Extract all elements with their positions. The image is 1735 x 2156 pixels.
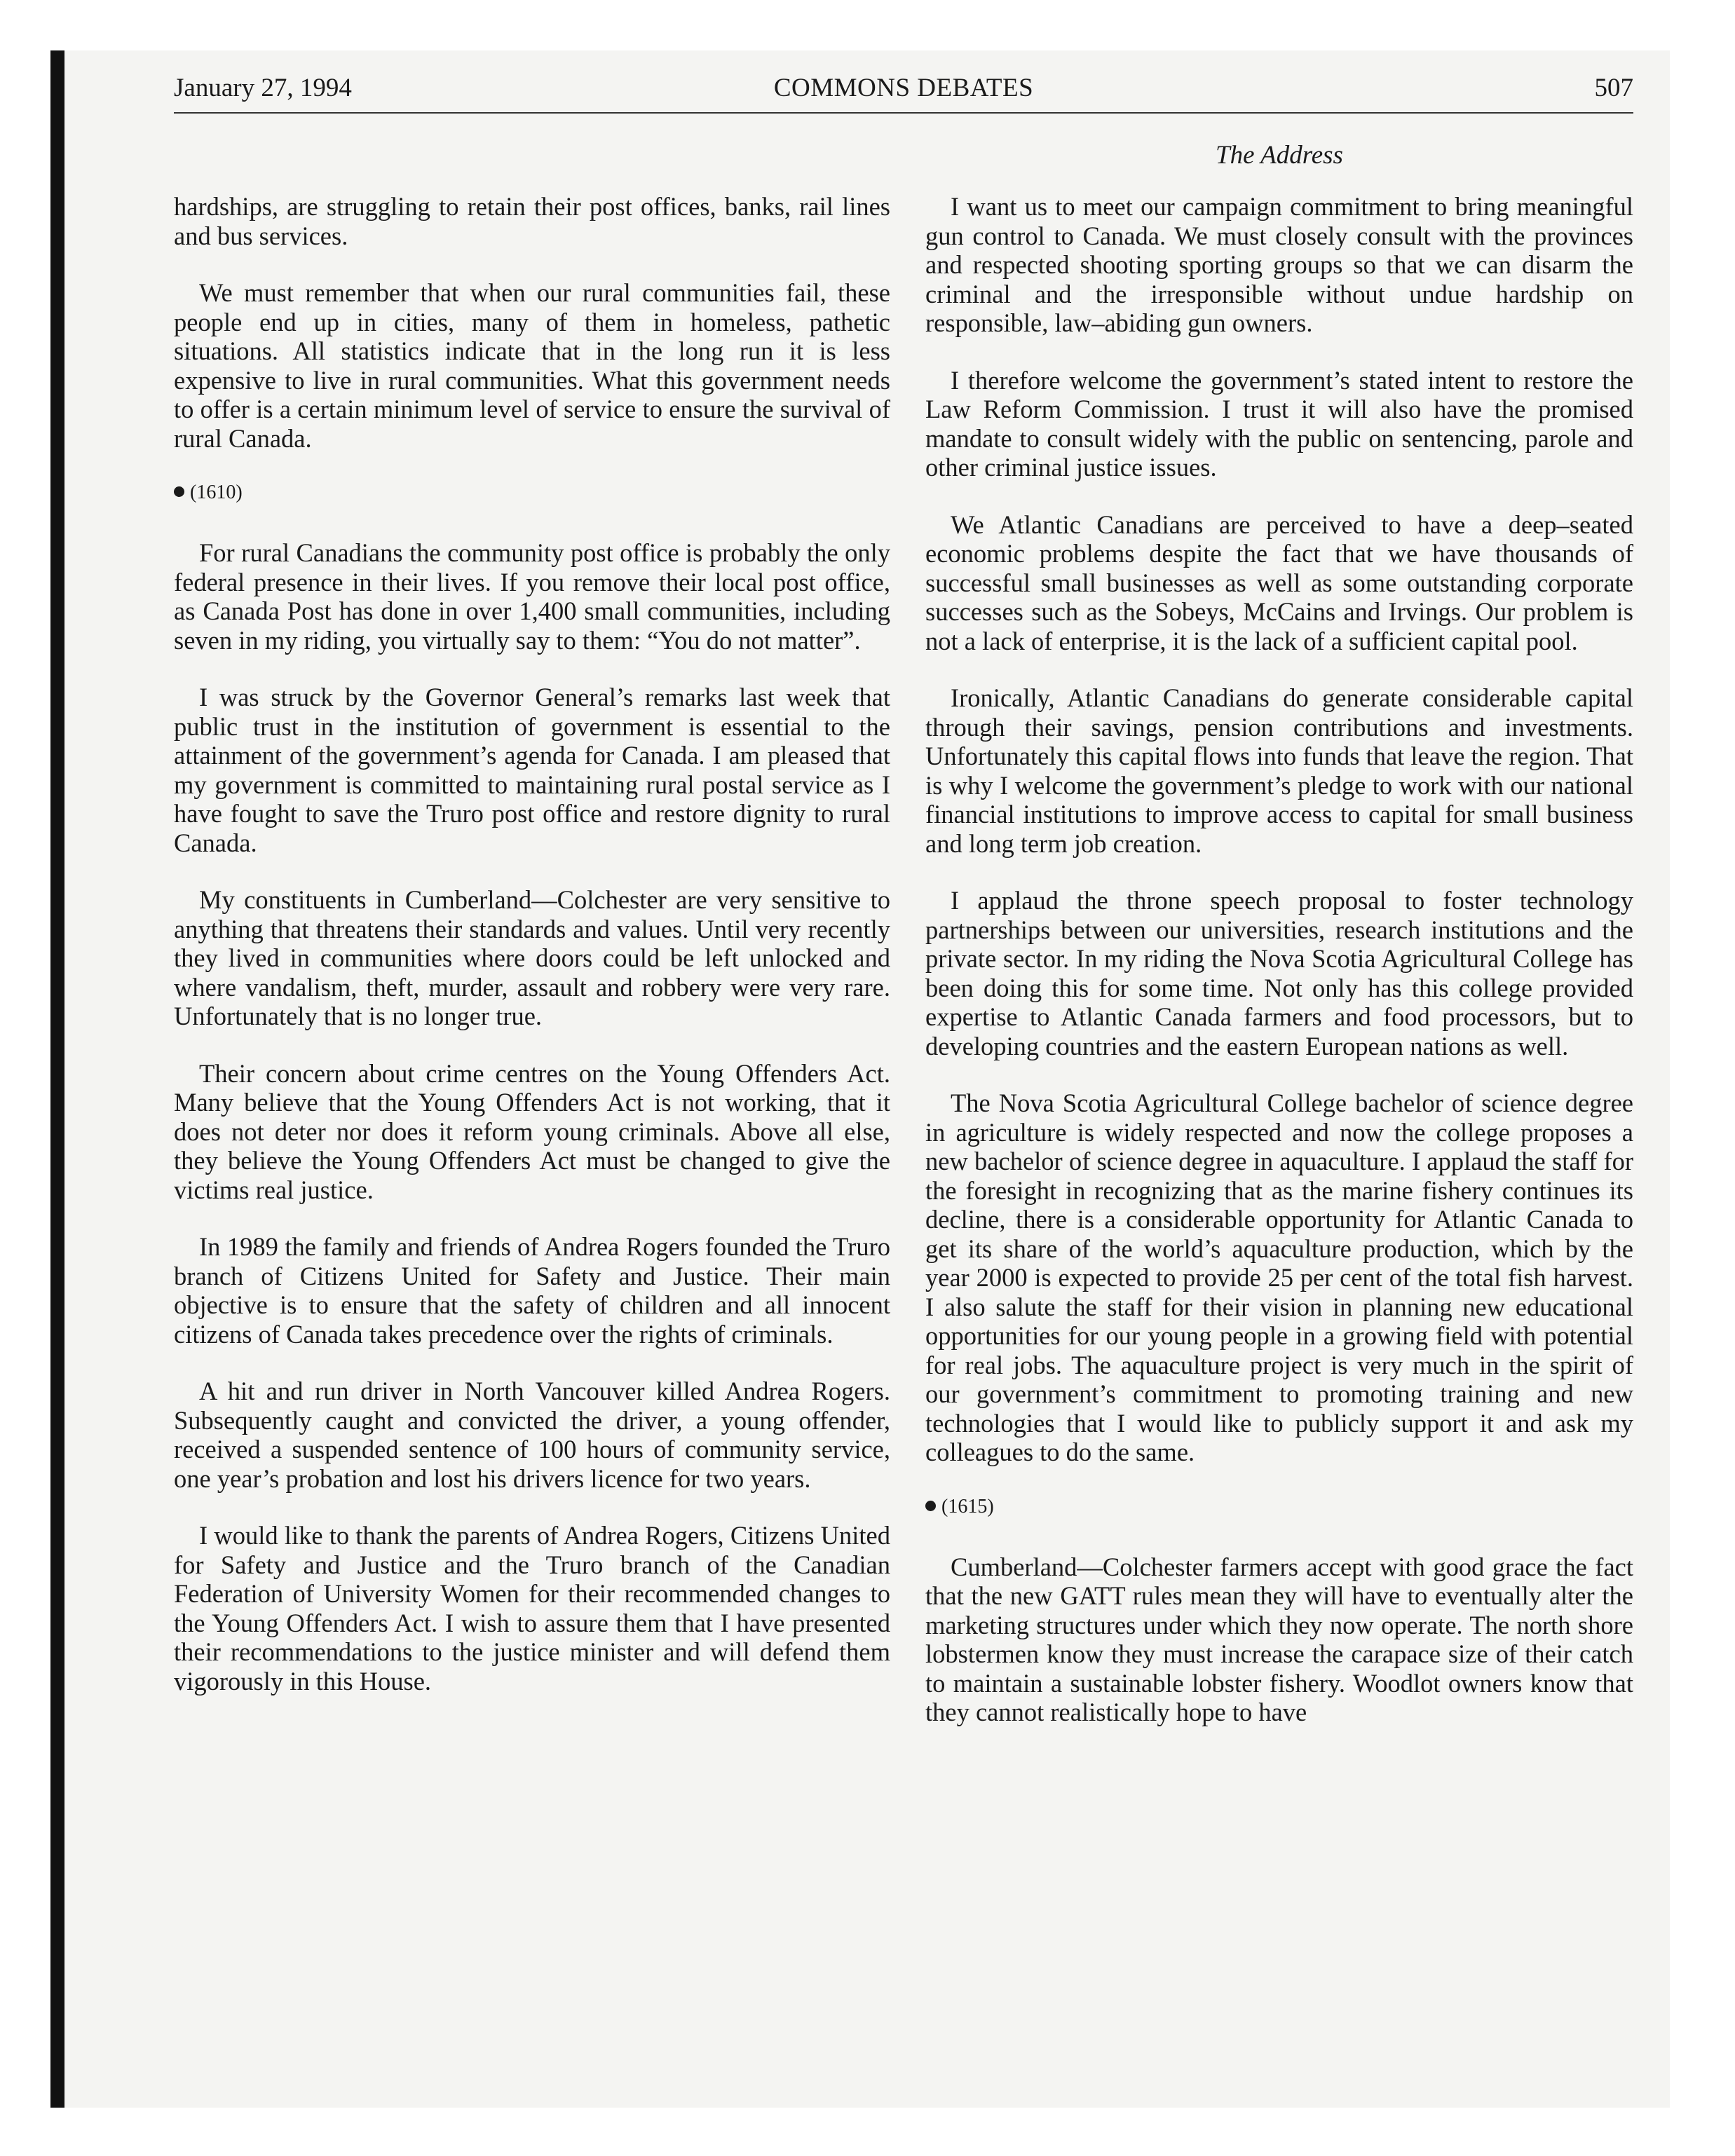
paragraph: I was struck by the Governor General’s remarks last week that public trust in the institution of government is essential to the attainment of the government’s agenda for Canada. I am pleased that my government is committed to maintaining rural postal service as I have fought to save the Truro post office and restore dignity to rural Canada. [174,683,890,857]
paragraph: hardships, are struggling to retain their post offices, banks, rail lines and bus services. [174,192,890,250]
paragraph: The Nova Scotia Agricultural College bachelor of science degree in agriculture is widely respected and now the college proposes a new bachelor of science degree in aquaculture. I applaud the staff for the foresight in recognizing that as the marine fishery continues its decline, there is a considerable opportunity for Atlantic Canada to get its share of the world’s aquaculture production, which by the year 2000 is expected to provide 25 per cent of the total fish harvest. I also salute the staff for their vision in planning new educational opportunities for our young people in a growing field with potential for real jobs. The aquaculture project is very much in the spirit of our government’s commitment to promoting training and new technologies that I would like to publicly support it and ask my colleagues to do the same. [925,1089,1633,1466]
paragraph: A hit and run driver in North Vancouver killed Andrea Rogers. Subsequently caught and convicted the driver, a young offender, received a suspended sentence of 100 hours of community service, one year’s probation and lost his drivers licence for two years. [174,1377,890,1493]
bullet-icon [174,486,184,497]
timestamp-text: (1615) [941,1495,994,1517]
header-date: January 27, 1994 [174,74,352,102]
right-column [925,192,1633,1755]
paragraph: We must remember that when our rural communities fail, these people end up in cities, many of them in homeless, pathetic situations. All statistics indicate that in the long run it is less expensive to live in rural communities. What this government needs to offer is a certain minimum level of service to ensure the survival of rural Canada. [174,278,890,453]
paragraph: I want us to meet our campaign commitment to bring meaningful gun control to Canada. We must closely consult with the provinces and respected shooting sporting groups so that we can disarm the criminal and the irresponsible without undue hardship on responsible, law–abiding gun owners. [925,192,1633,337]
paragraph: For rural Canadians the community post office is probably the only federal presence in their lives. If you remove their local post office, as Canada Post has done in over 1,400 small communities, including seven in my riding, you virtually say to them: “You do not matter”. [174,538,890,655]
header-title: COMMONS DEBATES [773,74,1034,102]
paragraph: I therefore welcome the government’s stated intent to restore the Law Reform Commission. I trust it will also have the promised mandate to consult widely with the public on sentencing, parole and other criminal justice issues. [925,365,1633,482]
paragraph: I applaud the throne speech proposal to foster technology partnerships between our universities, research institutions and the private sector. In my riding the Nova Scotia Agricultural College has been doing this for some time. Not only has this college provided expertise to Atlantic Canada farmers and food processors, but to developing countries and the eastern European nations as well. [925,886,1633,1060]
timestamp [925,1495,1633,1519]
paragraph: Cumberland—Colchester farmers accept with good grace the fact that the new GATT rules mean they will have to eventually alter the marketing structures under which they now operate. The north shore lobstermen know they must increase the carapace size of their catch to maintain a sustainable lobster fishery. Woodlot owners know that they cannot realistically hope to have [925,1552,1633,1726]
section-label: The Address [1216,141,1343,170]
page-number: 507 [1594,74,1633,102]
paragraph: My constituents in Cumberland—Colchester are very sensitive to anything that threatens their standards and values. Until very recently they lived in communities where doors could be left unlocked and where vandalism, theft, murder, assault and robbery were very rare. Unfortunately that is no longer true. [174,885,890,1030]
left-column [174,192,890,1724]
running-header [174,70,1633,114]
paragraph: I would like to thank the parents of Andrea Rogers, Citizens United for Safety and Justice and the Truro branch of the Canadian Federation of University Women for their recommended changes to the Young Offenders Act. I wish to assure them that I have presented their recommendations to the justice minister and will defend them vigorously in this House. [174,1521,890,1696]
paragraph: In 1989 the family and friends of Andrea Rogers founded the Truro branch of Citizens United for Safety and Justice. Their main objective is to ensure that the safety of children and all innocent citizens of Canada takes precedence over the rights of criminals. [174,1232,890,1349]
paragraph: Ironically, Atlantic Canadians do generate considerable capital through their savings, pension contributions and investments. Unfortunately this capital flows into funds that leave the region. That is why I welcome the government’s pledge to work with our national financial institutions to improve access to capital for small business and long term job creation. [925,683,1633,858]
scan-edge [50,50,64,2108]
timestamp-text: (1610) [190,482,243,503]
paragraph: Their concern about crime centres on the Young Offenders Act. Many believe that the Young Offenders Act is not working, that it does not deter nor does it reform young criminals. Above all else, they believe the Young Offenders Act must be changed to give the victims real justice. [174,1058,890,1204]
bullet-icon [925,1501,936,1511]
paragraph: We Atlantic Canadians are perceived to have a deep–seated economic problems despite the fact that we have thousands of successful small businesses as well as some outstanding corporate successes such as the Sobeys, McCains and Irvings. Our problem is not a lack of enterprise, it is the lack of a sufficient capital pool. [925,510,1633,655]
timestamp [174,481,890,505]
